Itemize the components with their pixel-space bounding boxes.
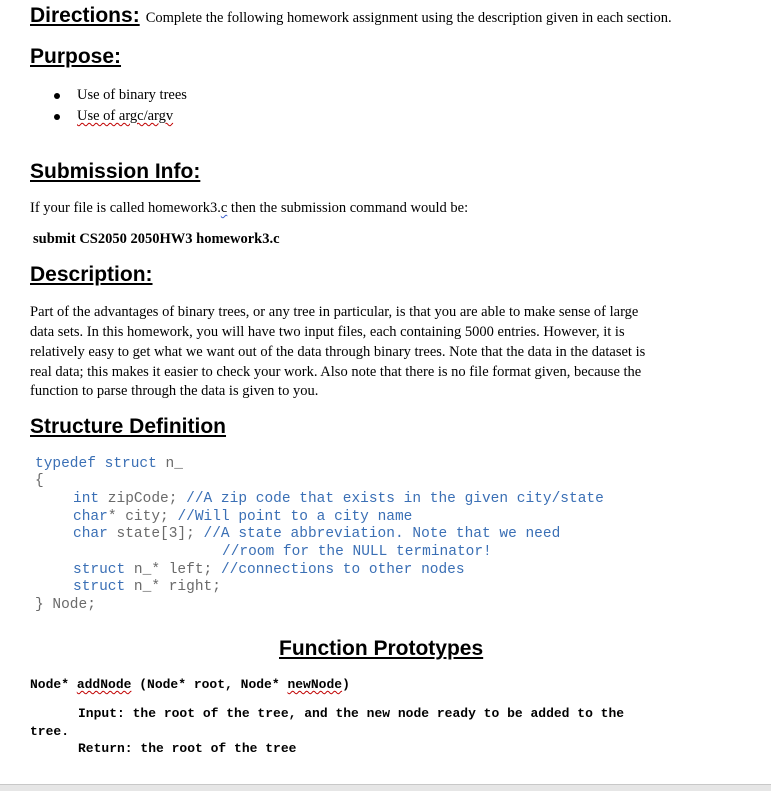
function-return-line: Return: the root of the tree <box>78 741 297 756</box>
code-comment: //A state abbreviation. Note that we need <box>203 526 561 542</box>
code-keyword: struct <box>73 562 126 578</box>
function-input-line: Input: the root of the tree, and the new node ready to be added to the <box>78 706 625 721</box>
code-line <box>73 579 221 595</box>
purpose-item: Use of binary trees <box>77 87 187 103</box>
code-keyword: char <box>73 509 108 525</box>
code-line <box>73 562 465 578</box>
code-keyword: struct <box>73 579 126 595</box>
signature-mid: (Node* root, Node* <box>131 677 288 692</box>
submission-command: submit CS2050 2050HW3 homework3.c <box>33 231 280 247</box>
code-line <box>35 456 183 472</box>
directions-text: Complete the following homework assignment using the description given in each section. <box>145 10 672 26</box>
submission-line-prefix: If your file is called homework3. <box>30 200 221 216</box>
code-line: } Node; <box>35 597 96 613</box>
code-line <box>73 526 560 542</box>
bullet-icon <box>54 114 60 120</box>
function-input-line: tree. <box>30 724 70 739</box>
signature-param: newNode <box>287 677 343 692</box>
purpose-item: Use of argc/argv <box>77 108 174 124</box>
description-line: Part of the advantages of binary trees, or any tree in particular, is that you are able to make sense of large <box>30 304 639 320</box>
signature-name: addNode <box>76 677 132 692</box>
code-keyword: char <box>73 526 108 542</box>
code-text: * city; <box>107 509 178 525</box>
code-line <box>73 491 604 507</box>
description-line: function to parse through the data is given to you. <box>30 383 319 399</box>
description-line: data sets. In this homework, you will have two input files, each containing 5000 entries. However, it is <box>30 324 625 340</box>
submission-line-suffix: then the submission command would be: <box>227 200 469 216</box>
description-heading: Description: <box>30 263 153 286</box>
code-line: { <box>35 473 44 489</box>
structure-heading: Structure Definition <box>30 415 227 438</box>
directions-label: Directions: <box>30 4 140 27</box>
function-signature <box>30 677 350 692</box>
purpose-heading: Purpose: <box>30 45 122 68</box>
submission-heading: Submission Info: <box>30 160 201 183</box>
signature-end: ) <box>342 677 350 692</box>
code-comment: //room for the NULL terminator! <box>222 544 492 560</box>
code-comment: //Will point to a city name <box>177 509 413 525</box>
submission-line <box>30 199 468 219</box>
code-text: zipCode; <box>99 491 187 507</box>
submission-line-ext: c <box>220 200 228 216</box>
code-comment: //A zip code that exists in the given city/state <box>186 491 604 507</box>
code-comment: //connections to other nodes <box>220 562 465 578</box>
code-text: state[3]; <box>107 526 204 542</box>
bullet-icon <box>54 93 60 99</box>
functions-heading: Function Prototypes <box>279 637 484 660</box>
code-keyword: typedef struct <box>35 456 157 472</box>
code-text: n_* left; <box>125 562 221 578</box>
code-text: n_ <box>156 456 183 472</box>
signature-prefix: Node* <box>30 677 77 692</box>
description-line: real data; this makes it easier to check your work. Also note that there is no file format given, because the <box>30 364 642 380</box>
code-text: n_* right; <box>125 579 221 595</box>
code-keyword: int <box>73 491 100 507</box>
description-line: relatively easy to get what we want out of the data through binary trees. Note that the data in the dataset is <box>30 344 646 360</box>
directions-line <box>30 4 672 29</box>
code-line <box>73 509 412 525</box>
